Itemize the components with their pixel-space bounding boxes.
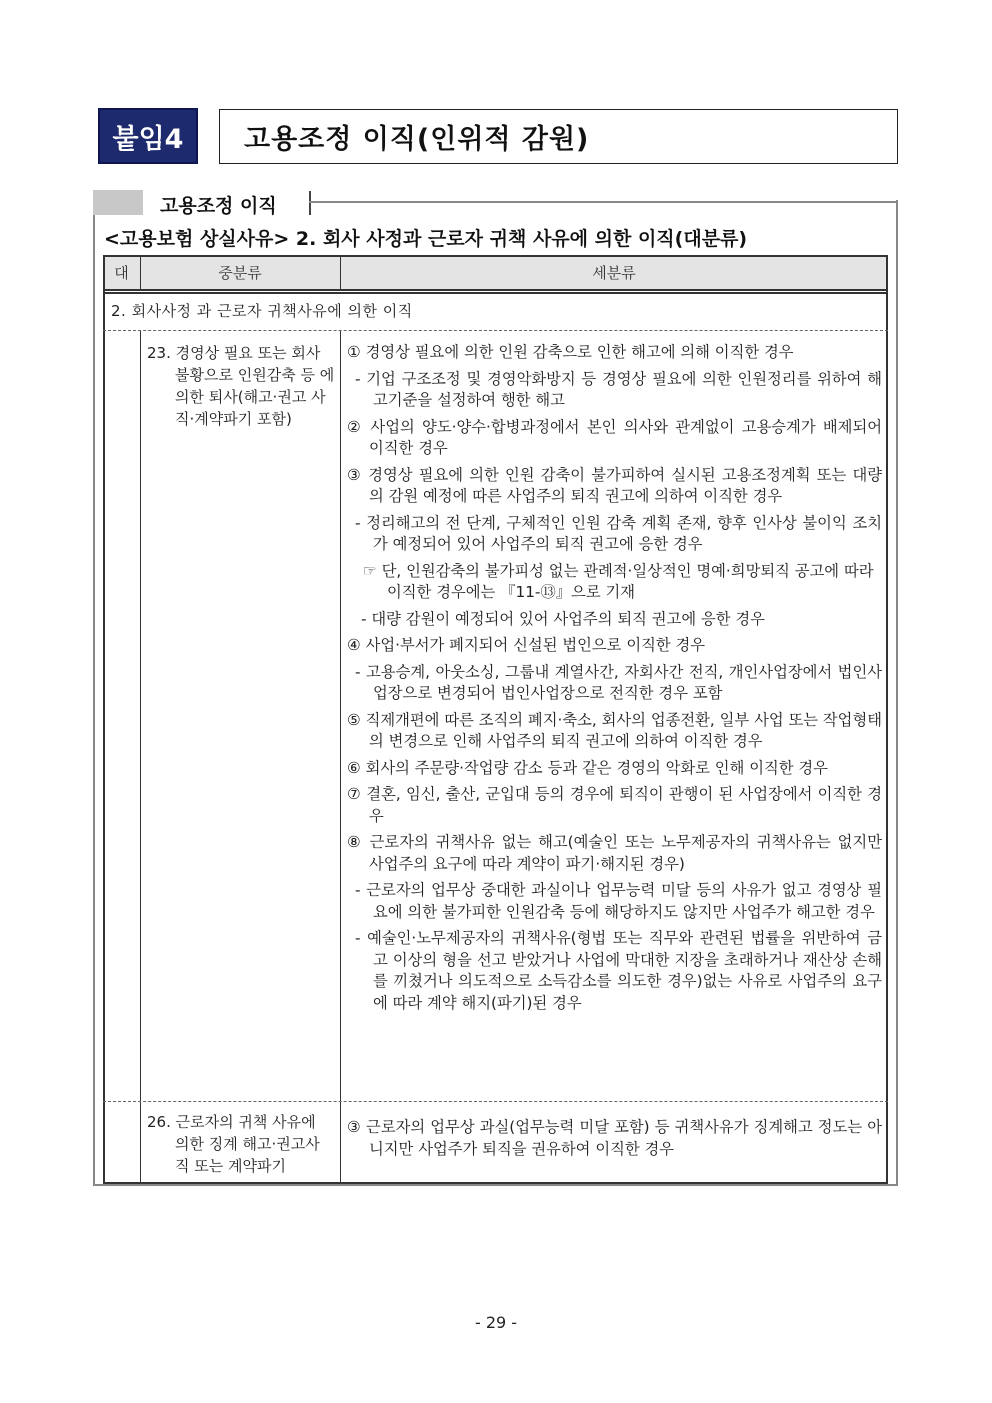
section-tab-label: 고용조정 이직 — [160, 195, 277, 217]
middle-number: 23. — [147, 344, 171, 362]
detail-item: ③ 근로자의 업무상 과실(업무능력 미달 포함) 등 귀책사유가 징계해고 정도는 아니지만 사업주가 퇴직을 권유하여 이직한 경우 — [347, 1118, 882, 1158]
section-subtitle: <고용보험 상실사유> 2. 회사 사정과 근로자 귀책 사유에 의한 이직(대분류) — [104, 228, 748, 250]
middle-rest: 불황으로 인원감축 등 에 의한 퇴사(해고·권고 사직·계약파기 포함) — [175, 366, 335, 428]
detail-list-26 — [347, 1117, 882, 1165]
classification-table — [103, 255, 888, 1184]
detail-item: ⑧ 근로자의 귀책사유 없는 해고(예술인 또는 노무제공자의 귀책사유는 없지만 사업주의 요구에 따라 계약이 파기·해지된 경우) — [347, 833, 882, 873]
header-rule-1 — [103, 289, 888, 291]
table-border-right — [886, 255, 888, 1184]
section-tab-marker — [93, 190, 143, 215]
middle-rest: 의한 징계 해고·권고사 직 또는 계약파기 — [175, 1135, 320, 1175]
header-divider-2 — [340, 255, 341, 289]
detail-item: ⑥ 회사의 주문량·작업량 감소 등과 같은 경영의 악화로 인해 이직한 경우 — [347, 758, 828, 777]
category-rule — [103, 330, 888, 331]
header-cell-middle: 중분류 — [140, 255, 340, 289]
header-rule-2 — [103, 292, 888, 294]
page-number: - 29 - — [474, 1313, 518, 1332]
detail-item: ② 사업의 양도·양수·합병과정에서 본인 의사와 관계없이 고용승계가 배제되어 이직한 경우 — [347, 417, 882, 457]
table-border-bottom — [103, 1182, 888, 1184]
middle-number: 26. — [147, 1113, 171, 1131]
tab-divider — [309, 191, 311, 215]
column-divider-1 — [140, 330, 141, 1182]
detail-subitem: - 정리해고의 전 단계, 구체적인 인원 감축 계획 존재, 향후 인사상 불이익 조치가 예정되어 있어 사업주의 퇴직 권고에 응한 경우 — [355, 513, 882, 553]
detail-subitem: - 고용승계, 아웃소싱, 그룹내 계열사간, 자회사간 전직, 개인사업장에서 법인사업장으로 변경되어 법인사업장으로 전직한 경우 포함 — [355, 662, 882, 702]
detail-item: ① 경영상 필요에 의한 인원 감축으로 인한 해고에 의해 이직한 경우 — [347, 343, 794, 361]
table-border-top — [103, 255, 888, 257]
header-cell-detail: 세분류 — [340, 255, 888, 289]
detail-item: ③ 경영상 필요에 의한 인원 감축이 불가피하여 실시된 고용조정계획 또는 대량의 감원 예정에 따른 사업주의 퇴직 권고에 의하여 이직한 경우 — [347, 465, 882, 505]
tab-rule — [309, 201, 898, 203]
row-rule — [103, 1101, 888, 1102]
detail-item: ④ 사업·부서가 폐지되어 신설된 법인으로 이직한 경우 — [347, 636, 706, 654]
detail-subitem: - 근로자의 업무상 중대한 과실이나 업무능력 미달 등의 사유가 없고 경영상 필요에 의한 불가피한 인원감축 등에 해당하지도 않지만 사업주가 해고한 경우 — [355, 881, 882, 921]
detail-item: ⑤ 직제개편에 따른 조직의 폐지·축소, 회사의 업종전환, 일부 사업 또는 작업형태의 변경으로 인해 사업주의 퇴직 권고에 의하여 이직한 경우 — [347, 710, 883, 750]
column-divider-2 — [340, 330, 341, 1182]
detail-subitem: - 예술인·노무제공자의 귀책사유(형법 또는 직무와 관련된 법률을 위반하여 금고 이상의 형을 선고 받았거나 사업에 막대한 지장을 초래하거나 재산상 손해를 끼쳤거나 의도적으로 소득감소를 의도한 경우)없는 사유로 사업주의 요구에 따라 계약 해지(파기)된 경우 — [355, 929, 882, 1012]
detail-list-23 — [347, 342, 882, 1019]
header-divider-1 — [140, 255, 141, 289]
detail-subitem: - 대량 감원이 예정되어 있어 사업주의 퇴직 권고에 응한 경우 — [361, 609, 765, 628]
detail-subitem: - 기업 구조조정 및 경영악화방지 등 경영상 필요에 의한 인원정리를 위하여 해고기준을 설정하여 행한 해고 — [355, 369, 882, 409]
table-border-left — [103, 255, 105, 1184]
middle-category-23 — [147, 342, 337, 430]
detail-item: ⑦ 결혼, 임신, 출산, 군입대 등의 경우에 퇴직이 관행이 된 사업장에서 이직한 경우 — [347, 785, 882, 825]
middle-first-line: 근로자의 귀책 사유에 — [175, 1113, 316, 1131]
page-title: 고용조정 이직(인위적 감원) — [219, 109, 898, 164]
middle-first-line: 경영상 필요 또는 회사 — [175, 344, 321, 362]
category-label: 2. 회사사정 과 근로자 귀책사유에 의한 이직 — [111, 302, 413, 320]
appendix-badge: 붙임4 — [98, 108, 198, 164]
header-cell-major: 대 — [103, 255, 140, 289]
detail-note: ☞ 단, 인원감축의 불가피성 없는 관례적·일상적인 명예·희망퇴직 공고에 따라 이직한 경우에는 『11-⑬』으로 기재 — [363, 561, 874, 601]
middle-category-26 — [147, 1111, 337, 1177]
